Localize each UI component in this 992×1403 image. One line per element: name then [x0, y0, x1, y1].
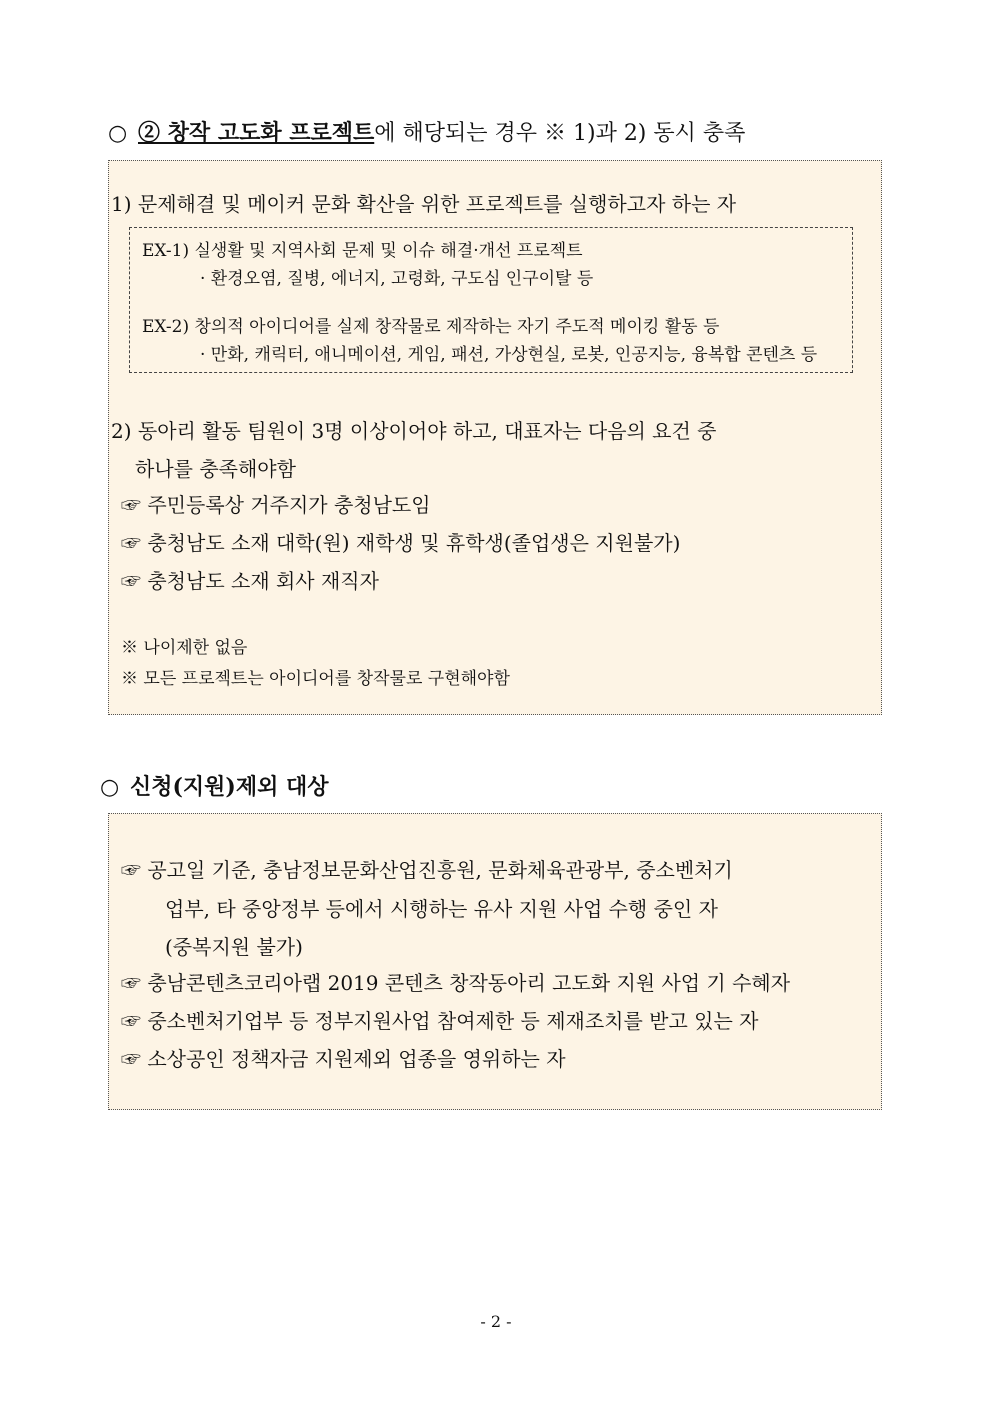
exclusion-1-line1: ☞ 공고일 기준, 충남정보문화산업진흥원, 문화체육관광부, 중소벤처기	[121, 858, 733, 882]
exclusion-1-line3: (중복지원 불가)	[165, 935, 303, 959]
exclusion-2: ☞ 충남콘텐츠코리아랩 2019 콘텐츠 창작동아리 고도화 지원 사업 기 수혜자	[121, 971, 791, 995]
example-1-detail: · 환경오염, 질병, 에너지, 고령화, 구도심 인구이탈 등	[200, 269, 594, 289]
example-2-title: EX-2) 창의적 아이디어를 실제 창작물로 제작하는 자기 주도적 메이킹 활동 등	[142, 317, 720, 337]
exclusion-3: ☞ 중소벤처기업부 등 정부지원사업 참여제한 등 제재조치를 받고 있는 자	[121, 1009, 759, 1033]
eligibility-box	[108, 160, 882, 715]
requirement-employee: ☞ 충청남도 소재 회사 재직자	[121, 569, 379, 593]
requirement-residence: ☞ 주민등록상 거주지가 충청남도임	[121, 493, 431, 517]
note-implementation: ※ 모든 프로젝트는 아이디어를 창작물로 구현해야함	[121, 669, 510, 689]
examples-box	[129, 227, 853, 373]
exclusion-title: 신청(지원)제외 대상	[130, 774, 329, 800]
note-age: ※ 나이제한 없음	[121, 638, 248, 658]
requirement-student: ☞ 충청남도 소재 대학(원) 재학생 및 휴학생(졸업생은 지원불가)	[121, 531, 681, 555]
page-number: - 2 -	[480, 1312, 512, 1331]
exclusion-1-line2: 업부, 타 중앙정부 등에서 시행하는 유사 지원 사업 수행 중인 자	[165, 897, 718, 921]
example-1-title: EX-1) 실생활 및 지역사회 문제 및 이슈 해결·개선 프로젝트	[142, 241, 583, 261]
exclusion-4: ☞ 소상공인 정책자금 지원제외 업종을 영위하는 자	[121, 1047, 566, 1071]
heading-condition: 에 해당되는 경우 ※ 1)과 2) 동시 충족	[374, 121, 746, 146]
bullet-circle: ○	[108, 121, 128, 146]
criterion-1: 1) 문제해결 및 메이커 문화 확산을 위한 프로젝트를 실행하고자 하는 자	[111, 192, 737, 216]
example-2-detail: · 만화, 캐릭터, 애니메이션, 게임, 패션, 가상현실, 로봇, 인공지능, 융복합 콘텐츠 등	[200, 345, 818, 365]
project-title: ② 창작 고도화 프로젝트	[138, 120, 375, 146]
exclusion-box	[108, 813, 882, 1110]
criterion-2-line1: 2) 동아리 활동 팀원이 3명 이상이어야 하고, 대표자는 다음의 요건 중	[111, 419, 717, 443]
section1-heading	[108, 116, 745, 147]
bullet-circle: ○	[100, 775, 120, 800]
criterion-2-line2: 하나를 충족해야함	[135, 457, 296, 481]
section2-heading	[100, 770, 329, 801]
